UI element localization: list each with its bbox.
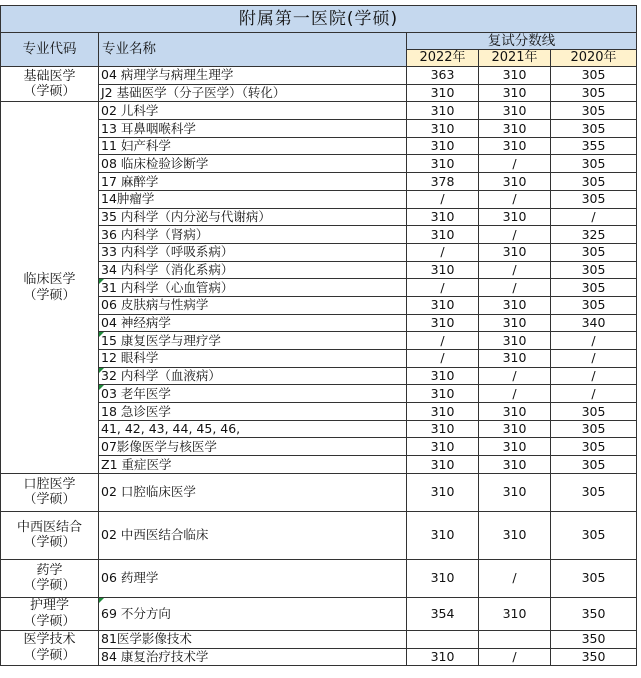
table-row [1,511,637,559]
major-name: 35 内科学（内分泌与代谢病） [101,208,271,224]
score-2020-cell[interactable]: 305 [551,67,637,85]
score-2021-cell[interactable]: / [479,367,551,385]
score-2020-cell[interactable]: / [551,385,637,403]
header-year-2021: 2021年 [479,50,551,67]
score-2022-cell[interactable]: 310 [407,420,479,438]
major-name-cell[interactable] [99,190,407,208]
major-name: 41, 42, 43, 44, 45, 46, [101,421,241,437]
score-2020-cell[interactable]: / [551,332,637,350]
score-2021-cell[interactable]: 310 [479,350,551,368]
score-2021-cell[interactable]: 310 [479,102,551,120]
major-name-cell[interactable] [99,473,407,511]
category-cell: 基础医学 （学硕） [1,67,99,102]
score-2020-cell[interactable]: 305 [551,279,637,297]
table-row [1,102,637,120]
major-name-cell[interactable] [99,67,407,85]
score-2022-cell[interactable]: 310 [407,137,479,155]
header-retest-score: 复试分数线 [407,33,637,50]
score-2020-cell[interactable]: / [551,350,637,368]
score-2021-cell[interactable]: 310 [479,296,551,314]
major-name: 33 内科学（呼吸系病） [101,244,234,260]
major-name: Z1 重症医学 [101,456,172,472]
score-2020-cell[interactable]: 305 [551,403,637,421]
major-name-cell[interactable] [99,332,407,350]
category-cell: 护理学 （学硕） [1,597,99,630]
score-2020-cell[interactable]: 305 [551,261,637,279]
major-name: 11 妇产科学 [101,138,171,154]
score-2022-cell[interactable]: 310 [407,367,479,385]
score-2021-cell[interactable]: 310 [479,67,551,85]
score-2022-cell[interactable]: 310 [407,456,479,474]
score-2020-cell[interactable]: 305 [551,155,637,173]
score-2020-cell[interactable]: / [551,367,637,385]
category-cell: 口腔医学 （学硕） [1,473,99,511]
score-2020-cell[interactable]: 305 [551,511,637,559]
major-name-cell[interactable] [99,559,407,597]
score-2020-cell[interactable]: 305 [551,173,637,191]
error-indicator-icon [99,332,104,337]
major-name: 32 内科学（血液病） [101,368,221,384]
major-name: 02 中西医结合临床 [101,527,209,543]
score-2021-cell[interactable]: 310 [479,456,551,474]
score-2021-cell[interactable]: 310 [479,84,551,102]
score-2022-cell[interactable]: / [407,332,479,350]
score-2020-cell[interactable]: 305 [551,120,637,138]
score-2020-cell[interactable]: 325 [551,226,637,244]
major-name: 04 神经病学 [101,315,171,331]
score-2020-cell[interactable]: 305 [551,190,637,208]
major-name: 03 老年医学 [101,385,171,401]
score-2022-cell[interactable]: 310 [407,314,479,332]
score-2021-cell[interactable]: / [479,648,551,666]
score-2021-cell[interactable]: 310 [479,137,551,155]
table-row [1,630,637,648]
score-2022-cell[interactable]: 310 [407,473,479,511]
major-name-cell[interactable] [99,597,407,630]
score-2022-cell[interactable] [407,630,479,648]
major-name: 06 药理学 [101,570,159,586]
major-name-cell[interactable] [99,350,407,368]
major-name-cell[interactable] [99,279,407,297]
major-name-cell[interactable] [99,367,407,385]
score-2021-cell[interactable]: / [479,190,551,208]
major-name-cell[interactable] [99,226,407,244]
score-2020-cell[interactable]: 305 [551,456,637,474]
score-2021-cell[interactable]: 310 [479,208,551,226]
major-name-cell[interactable] [99,511,407,559]
score-2022-cell[interactable]: / [407,243,479,261]
category-cell: 中西医结合 （学硕） [1,511,99,559]
header-major-code: 专业代码 [1,33,99,67]
score-2020-cell[interactable]: 305 [551,84,637,102]
score-2021-cell[interactable]: / [479,279,551,297]
score-2021-cell[interactable]: 310 [479,438,551,456]
score-2021-cell[interactable]: / [479,155,551,173]
major-name-cell[interactable] [99,208,407,226]
major-name: 04 病理学与病理生理学 [101,67,234,83]
major-name-cell[interactable] [99,120,407,138]
score-2022-cell[interactable]: 310 [407,385,479,403]
score-2020-cell[interactable]: 350 [551,597,637,630]
major-name-cell[interactable] [99,385,407,403]
score-2022-cell[interactable]: 310 [407,84,479,102]
score-2022-cell[interactable]: 310 [407,648,479,666]
major-name: 12 眼科学 [101,350,159,366]
header-year-2022: 2022年 [407,50,479,67]
score-2020-cell[interactable]: 305 [551,420,637,438]
score-2022-cell[interactable]: 310 [407,438,479,456]
major-name: 14肿瘤学 [101,191,155,207]
major-name-cell[interactable] [99,261,407,279]
major-name: 84 康复治疗技术学 [101,648,209,664]
score-2021-cell[interactable]: 310 [479,332,551,350]
score-2020-cell[interactable]: 350 [551,630,637,648]
table-row [1,67,637,85]
score-2021-cell[interactable]: 310 [479,120,551,138]
table-row [1,473,637,511]
score-2021-cell[interactable]: / [479,226,551,244]
error-indicator-icon [99,598,104,603]
score-2020-cell[interactable]: 355 [551,137,637,155]
score-2022-cell[interactable]: 310 [407,226,479,244]
major-name-cell[interactable] [99,84,407,102]
score-2021-cell[interactable] [479,630,551,648]
major-name: 13 耳鼻咽喉科学 [101,120,196,136]
major-name: 02 口腔临床医学 [101,484,196,500]
score-2022-cell[interactable]: 378 [407,173,479,191]
score-2022-cell[interactable]: 310 [407,102,479,120]
score-2022-cell[interactable]: 310 [407,155,479,173]
header-year-2020: 2020年 [551,50,637,67]
major-name: 08 临床检验诊断学 [101,155,209,171]
score-2020-cell[interactable]: 305 [551,438,637,456]
major-name-cell[interactable] [99,648,407,666]
major-name: 34 内科学（消化系病） [101,262,234,278]
major-name: 06 皮肤病与性病学 [101,297,209,313]
major-name-cell[interactable] [99,314,407,332]
major-name-cell[interactable] [99,296,407,314]
score-2022-cell[interactable]: 363 [407,67,479,85]
score-table [0,5,637,666]
major-name: 69 不分方向 [101,605,171,621]
score-2020-cell[interactable]: 340 [551,314,637,332]
major-name-cell[interactable] [99,243,407,261]
score-2022-cell[interactable]: 310 [407,559,479,597]
major-name: 17 麻醉学 [101,173,159,189]
score-2022-cell[interactable]: 310 [407,511,479,559]
category-cell: 临床医学 （学硕） [1,102,99,473]
score-2021-cell[interactable]: 310 [479,511,551,559]
score-2021-cell[interactable]: 310 [479,243,551,261]
major-name-cell[interactable] [99,456,407,474]
major-name-cell[interactable] [99,403,407,421]
score-2021-cell[interactable]: 310 [479,473,551,511]
major-name: 81医学影像技术 [101,631,192,647]
score-2021-cell[interactable]: / [479,559,551,597]
error-indicator-icon [99,385,104,390]
major-name-cell[interactable] [99,420,407,438]
error-indicator-icon [99,368,104,373]
major-name-cell[interactable] [99,155,407,173]
table-row [1,559,637,597]
category-cell: 药学 （学硕） [1,559,99,597]
major-name: 02 儿科学 [101,102,159,118]
major-name: 31 内科学（心血管病） [101,279,234,295]
category-cell: 医学技术 （学硕） [1,630,99,665]
error-indicator-icon [99,279,104,284]
score-2022-cell[interactable]: 310 [407,208,479,226]
table-body [1,67,637,666]
score-2022-cell[interactable]: 310 [407,296,479,314]
major-name-cell[interactable] [99,173,407,191]
score-2022-cell[interactable]: 310 [407,403,479,421]
score-2021-cell[interactable]: 310 [479,314,551,332]
major-name-cell[interactable] [99,137,407,155]
score-2020-cell[interactable]: 305 [551,243,637,261]
major-name: 18 急诊医学 [101,403,171,419]
score-2021-cell[interactable]: 310 [479,420,551,438]
major-name: 07影像医学与核医学 [101,438,217,454]
score-2020-cell[interactable]: 305 [551,296,637,314]
header-major-name: 专业名称 [99,33,407,67]
major-name-cell[interactable] [99,630,407,648]
table-row [1,597,637,630]
score-2020-cell[interactable]: 305 [551,102,637,120]
score-2022-cell[interactable]: / [407,190,479,208]
major-name-cell[interactable] [99,438,407,456]
score-2020-cell[interactable]: 305 [551,473,637,511]
major-name: J2 基础医学（分子医学）（转化） [101,85,286,101]
score-2022-cell[interactable]: 310 [407,120,479,138]
major-name-cell[interactable] [99,102,407,120]
score-2022-cell[interactable]: 310 [407,261,479,279]
score-2021-cell[interactable]: 310 [479,173,551,191]
score-2022-cell[interactable]: 354 [407,597,479,630]
score-2021-cell[interactable]: / [479,385,551,403]
score-2021-cell[interactable]: 310 [479,403,551,421]
table-title: 附属第一医院(学硕) [1,6,637,33]
score-2021-cell[interactable]: 310 [479,597,551,630]
score-2020-cell[interactable]: 305 [551,559,637,597]
major-name: 15 康复医学与理疗学 [101,332,221,348]
score-2022-cell[interactable]: / [407,350,479,368]
score-2020-cell[interactable]: / [551,208,637,226]
score-2020-cell[interactable]: 350 [551,648,637,666]
score-2021-cell[interactable]: / [479,261,551,279]
major-name: 36 内科学（肾病） [101,226,209,242]
score-2022-cell[interactable]: / [407,279,479,297]
